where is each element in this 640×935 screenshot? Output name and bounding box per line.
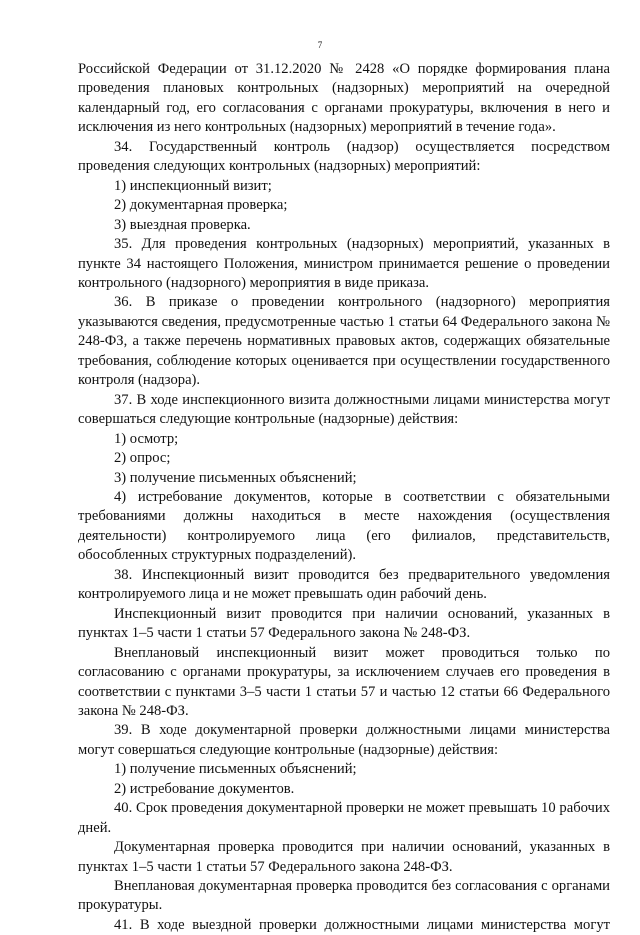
paragraph-40: 40. Срок проведения документарной проверки не может превышать 10 рабочих дней. <box>78 800 610 836</box>
list-item: 3) получение письменных объяснений; <box>114 469 357 486</box>
paragraph-36: 36. В приказе о проведении контрольного (надзорного) мероприятия указываются сведения, предусмотренные частью 1 статьи 64 Федерального закона № 248-ФЗ, а также перечень нормативных правовых актов, содержащих обязательные требования, соблюдение которых оценивается при осуществлении государственного контроля (надзора). <box>78 294 610 389</box>
list-item: 1) инспекционный визит; <box>114 177 272 194</box>
paragraph: Внеплановый инспекционный визит может проводиться только по согласованию с органами прокуратуры, за исключением случаев его проведения в соответствии с пунктами 3–5 части 1 статьи 57 и частью 12 статьи 66 Федерального закона № 248-ФЗ. <box>78 644 610 719</box>
paragraph: Внеплановая документарная проверка проводится без согласования с органами прокуратуры. <box>78 878 610 914</box>
list-item: 1) получение письменных объяснений; <box>114 761 357 778</box>
list-item: 2) документарная проверка; <box>114 197 288 214</box>
list-item: 3) выездная проверка. <box>114 216 251 233</box>
paragraph: Документарная проверка проводится при наличии оснований, указанных в пунктах 1–5 части 1 статьи 57 Федерального закона 248-ФЗ. <box>78 839 610 875</box>
paragraph-38: 38. Инспекционный визит проводится без предварительного уведомления контролируемого лица и не может превышать один рабочий день. <box>78 566 610 603</box>
paragraph-continuation: Российской Федерации от 31.12.2020 № 2428 «О порядке формирования плана проведения плановых контрольных (надзорных) мероприятий на очередной календарный год, его согласования с органами прокуратуры, включения в него и исключения из него контрольных (надзорных) мероприятий в течение года». <box>78 61 610 136</box>
page-number: 7 <box>317 40 323 50</box>
paragraph-35: 35. Для проведения контрольных (надзорных) мероприятий, указанных в пункте 34 настоящего Положения, министром принимается решение о проведении контрольного (надзорного) мероприятия в виде приказа. <box>78 236 610 291</box>
list-item: 2) опрос; <box>114 450 171 467</box>
list-item: 2) истребование документов. <box>114 780 295 797</box>
list-item: 1) осмотр; <box>114 430 179 447</box>
paragraph-34: 34. Государственный контроль (надзор) осуществляется посредством проведения следующих контрольных (надзорных) мероприятий: <box>78 138 610 175</box>
paragraph-37: 37. В ходе инспекционного визита должностными лицами министерства могут совершаться следующие контрольные (надзорные) действия: <box>78 391 610 428</box>
paragraph-39: 39. В ходе документарной проверки должностными лицами министерства могут совершаться следующие контрольные (надзорные) действия: <box>78 722 610 758</box>
paragraph: Инспекционный визит проводится при наличии оснований, указанных в пунктах 1–5 части 1 статьи 57 Федерального закона № 248-ФЗ. <box>78 605 610 642</box>
paragraph-41: 41. В ходе выездной проверки должностными лицами министерства могут <box>114 916 610 933</box>
list-item: 4) истребование документов, которые в соответствии с обязательными требованиями должны находиться в месте нахождения (осуществления деятельности) контролируемого лица (его филиалов, представительств, обособленных структурных подразделений). <box>78 488 610 564</box>
document-body <box>78 60 610 935</box>
